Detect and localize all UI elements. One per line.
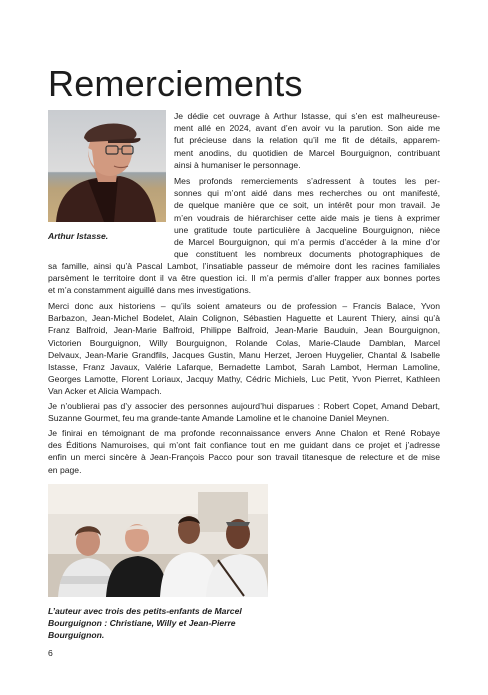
text-line: de quelque manière que ce soit, un intérêt pour mon travail. Je: [174, 200, 440, 211]
text-line: ainsi à humaniser le personnage.: [174, 159, 301, 170]
text-line: Victorien Bourguignon, Willy Bourguignon, Rolande Colas, Marie-Claude Damblan, Marcel: [48, 337, 440, 348]
text-line: Je finirai en témoignant de ma profonde reconnaissance envers Anne Chalon et René Robaye: [48, 428, 440, 438]
paragraph-dedication: [174, 110, 440, 171]
text-line: Barbazon, Jean-Michel Bodelet, Alain Colignon, Sébastien Haguette et Laurent Thiery, ainsi qu’à: [48, 313, 440, 324]
group-illustration: [48, 484, 268, 597]
page-number: 6: [48, 648, 53, 658]
caption-line: Bourguignon : Christiane, Willy et Jean-Pierre: [48, 618, 236, 629]
text-line: une gratitude toute particulière à Jacqueline Bourguignon, nièce: [174, 224, 440, 235]
text-line: que constituent les nombreux documents photographiques de: [174, 249, 440, 260]
paragraph-thanks-wide: [48, 260, 440, 297]
text-line: enfin un merci sincère à Jean-François Pacco pour son travail titanesque de relecture et de mise: [48, 452, 440, 463]
paragraph-deceased: [48, 400, 440, 424]
group-photo: [48, 484, 268, 597]
text-line: en page.: [48, 464, 82, 475]
caption-line: L’auteur avec trois des petits-enfants de Marcel: [48, 606, 242, 616]
text-line: Je n’oublierai pas d’y associer des personnes aujourd’hui disparues : Robert Copet, Amand Debart,: [48, 401, 440, 411]
text-line: parsèment le territoire dont il va être question ici. Il m’a permis d’aller frapper aux bonnes portes: [48, 273, 440, 284]
text-line: Franz Balfroid, Jean-Marie Balfroid, Philippe Balfroid, Jean-Marie Bauduin, Jean Bourguignon,: [48, 325, 440, 336]
text-line: Istasse, Franz Javaux, Valérie Lafarque, Bernadette Lambot, Sarah Lambot, Herman Lamoline,: [48, 362, 440, 373]
paragraph-historians: [48, 300, 440, 398]
portrait-caption: Arthur Istasse.: [48, 231, 109, 241]
text-line: m’en voudrais de hiérarchiser cette aide mais je tiens à exprimer: [174, 212, 440, 223]
paragraph-publishers: [48, 427, 440, 476]
text-line: Je dédie cet ouvrage à Arthur Istasse, qui s’en est malheureuse-: [174, 111, 440, 121]
text-line: ment anodins, du quotidien de Marcel Bourguignon, contribuant: [174, 147, 440, 158]
portrait-illustration: [48, 110, 166, 222]
group-photo-caption: [48, 605, 288, 642]
text-line: sa famille, ainsi qu’à Pascal Lambot, l’insatiable passeur de mémoire dont les racines familiales: [48, 261, 440, 271]
text-line: ment allé en 2024, avant d’en avoir vu la parution. Son aide me: [174, 123, 440, 134]
text-line: fut précieuse dans la relation qu’il me fit de détails, apparem-: [174, 135, 440, 146]
text-line: Mes profonds remerciements s’adressent à toutes les per-: [174, 176, 440, 186]
text-line: des Éditions Namuroises, qui m’ont fait confiance tout en me guidant dans ce projet et j’adresse: [48, 440, 440, 451]
portrait-photo: [48, 110, 166, 222]
text-line: de Marcel Bourguignon, qui m’a permis d’accéder à la mine d’or: [174, 237, 440, 248]
page-title: Remerciements: [48, 63, 303, 105]
text-line: Merci donc aux historiens – qu’ils soient amateurs ou de profession – Francis Balace, Yvon: [48, 301, 440, 311]
paragraph-thanks-narrow: [174, 175, 440, 260]
text-line: Suzanne Gourmet, feu ma grande-tante Amande Lamoline et le chanoine Daniel Meynen.: [48, 413, 390, 424]
text-line: Van Acker et Alicia Wampach.: [48, 386, 162, 397]
text-line: sonnes qui m’ont aidé dans mes recherches ou ont manifesté,: [174, 188, 440, 199]
text-line: et m’a constamment aiguillé dans mes investigations.: [48, 285, 252, 296]
caption-line: Bourguignon.: [48, 630, 105, 641]
text-line: Delvaux, Jean-Marie Grandfils, Jacques Gustin, Manu Herzet, Jeroen Huygelier, Chantal & Isabelle: [48, 349, 440, 360]
text-line: Georges Lamotte, Florent Loriaux, Jacquy Mathy, Cédric Michiels, Luc Petit, Yvon Pierret, Kathleen: [48, 374, 440, 385]
